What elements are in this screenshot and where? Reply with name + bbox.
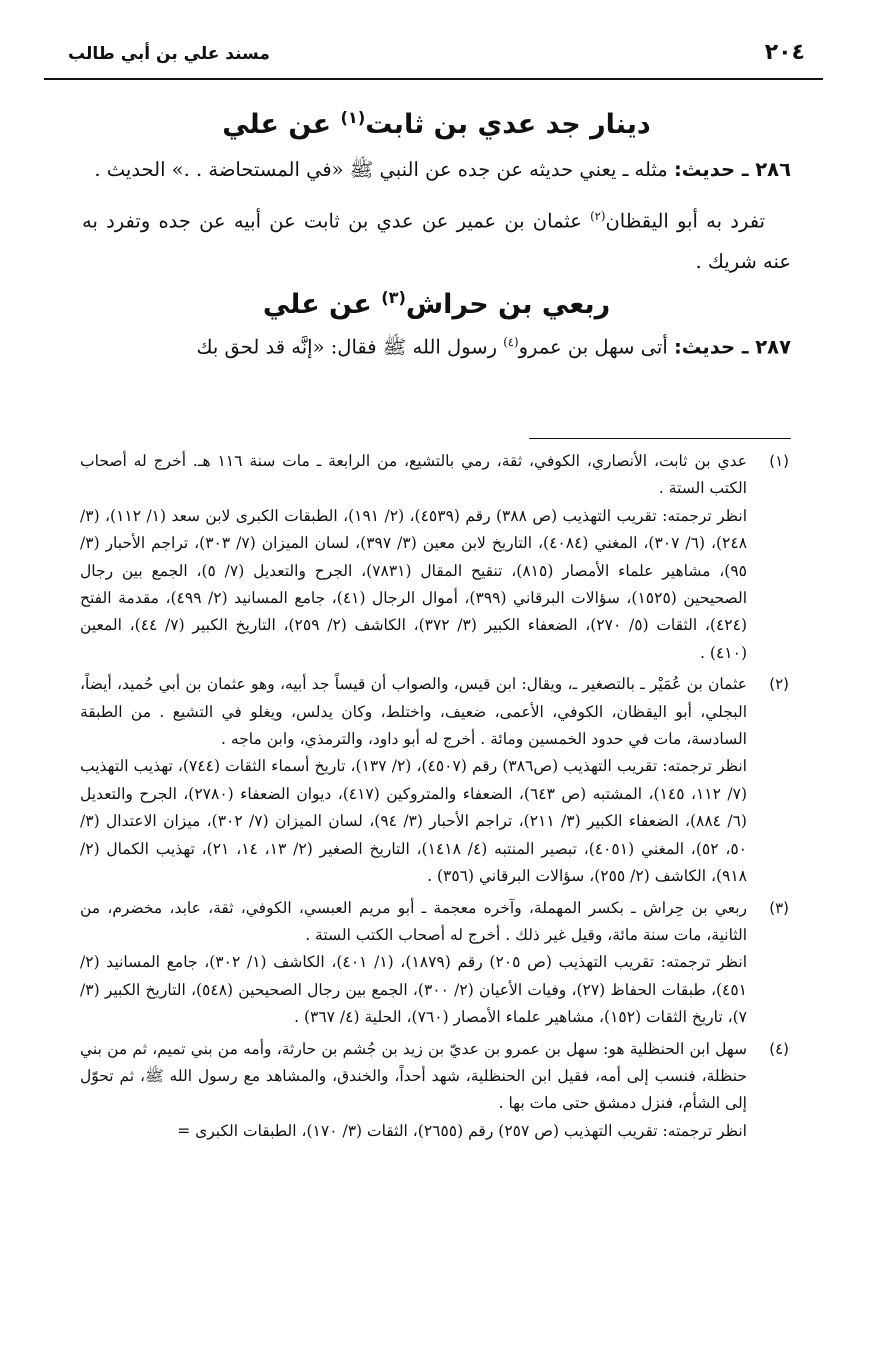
footnote-references: انظر ترجمته: تقريب التهذيب (ص ٢٥٧) رقم (٢٦٥٥)، الثقات (٣/ ١٧٠)، الطبقات الكبرى = bbox=[177, 1121, 747, 1140]
hadith-label: ٢٨٦ ـ حديث: bbox=[673, 158, 791, 181]
hadith-label: ٢٨٧ ـ حديث: bbox=[673, 335, 791, 358]
section-title-dinar: دينار جد عدي بن ثابت$^{(١)}$ عن علي bbox=[222, 108, 651, 140]
section-title-ribi: ربعي بن حراش$^{(٣)}$ عن علي bbox=[262, 287, 611, 320]
footnote-3 bbox=[80, 895, 789, 1032]
footnote-number: (٤) bbox=[769, 1039, 789, 1058]
footnote-ref[interactable]: (٤) bbox=[503, 334, 519, 349]
footnote-text: عدي بن ثابت، الأنصاري، الكوفي، ثقة، رمي بالتشيع، من الرابعة ـ مات سنة ١١٦ هـ. أخرج له أصحاب الكتب الستة . bbox=[80, 452, 747, 498]
footnote-references: انظر ترجمته: تقريب التهذيب (ص٣٨٦) رقم (٤٥٠٧)، (٢/ ١٣٧)، تاريخ أسماء الثقات (٧٤٤)، تهذيب التهذيب (٧/ ١١٢، ١٤٥)، المشتبه (ص ٦٤٣)، الضعفاء والمتروكين (٤١٧)، ديوان الضعفاء (٢٧٨٠)، الجرح والتعديل (٦/ ٨٨٤)، الضعفاء الكبير (٣/ ٢١١)، تراجم الأحبار (٣/ ٩٤)، لسان الميزان (٧/ ٣٠٢)، ميزان الاعتدال (٣/ ٥٠، ٥٢)، المغني (٤٠٥١)، تبصير المنتبه (٤/ ١٤١٨)، التاريخ الصغير (٢/ ١٣، ١٤، ٢١)، تهذيب الكمال (٢/ ٩١٨)، الكاشف (٢/ ٢٥٥)، سؤالات البرقاني (٣٥٦) . bbox=[80, 757, 747, 886]
footnote-number: (٣) bbox=[769, 898, 789, 917]
footnote-references: انظر ترجمته: تقريب التهذيب (ص ٢٠٥) رقم (١٨٧٩)، (١/ ٤٠١)، الكاشف (١/ ٣٠٢)، جامع المسانيد (٢/ ٤٥١)، طبقات الحفاظ (٢٧)، وفيات الأعيان (٢/ ٣٠٠)، الجمع بين رجال الصحيحين (٥٤٨)، التاريخ الكبير (٣/ ٧)، تاريخ الثقات (١٥٢)، مشاهير علماء الأمصار (٧٦٠)، الحلية (٤/ ٣٦٧) . bbox=[80, 953, 748, 1027]
hadith-286 bbox=[82, 150, 791, 190]
hadith-comment: تفرد به أبو اليقظان$^{(٢)}$ عثمان بن عمير عن عدي بن ثابت عن أبيه عن جده وتفرد به عنه شريك . bbox=[82, 209, 791, 273]
footnote-1 bbox=[80, 448, 789, 667]
page-number: ٢٠٤ bbox=[764, 40, 805, 65]
footnote-ref[interactable]: (٢) bbox=[590, 209, 606, 223]
footnote-text: ربعي بن حِراش ـ بكسر المهملة، وآخره معجمة ـ أبو مريم العبسي، الكوفي، ثقة، عابد، مخضرم، من الثانية، مات سنة مائة، وقيل غير ذلك . أخرج له أصحاب الكتب الستة . bbox=[80, 898, 747, 944]
footnote-2 bbox=[80, 671, 789, 890]
footnote-4 bbox=[80, 1036, 789, 1146]
footnote-number: (٢) bbox=[769, 675, 789, 694]
footnote-ref[interactable]: (٣) bbox=[381, 287, 406, 307]
footnotes bbox=[80, 448, 789, 1145]
footnote-separator bbox=[529, 438, 791, 439]
main-text bbox=[82, 108, 791, 367]
footnote-references: انظر ترجمته: تقريب التهذيب (ص ٣٨٨) رقم (٤٥٣٩)، (٢/ ١٩١)، الطبقات الكبرى لابن سعد (١/ ١١٢)، (٣/ ٢٤٨)، (٦/ ٣٠٧)، المغني (٤٠٨٤)، التاريخ لابن معين (٣/ ٣٩٧)، لسان الميزان (٧/ ٣٠٣)، تراجم الأحبار (٣/ ٩٥)، مشاهير علماء الأمصار (٨١٥)، تنقيح المقال (٧٨٣١)، الجرح والتعديل (٧/ ٥)، الجمع بين رجال الصحيحين (١٥٢٥)، سؤالات البرقاني (٣٩٩)، أموال الرجال (٤١)، جامع المسانيد (٢/ ٤٩٩)، مقدمة الفتح (٤٢٤)، الثقات (٥/ ٢٧٠)، الضعفاء الكبير (٣/ ٣٧٢)، الكاشف (٢/ ٢٥٩)، التاريخ الكبير (٧/ ٤٤)، المعين (٤١٠) . bbox=[80, 506, 748, 662]
running-header bbox=[44, 38, 823, 80]
footnote-ref[interactable]: (١) bbox=[340, 108, 366, 127]
footnote-text: سهل ابن الحنظلية هو: سهل بن عمرو بن عديّ بن زيد بن جُشم بن حارثة، وأمه من بني تميم، ثم من بني حنظلة، فنسب إلى أمه، فقيل ابن الحنظلية، شهد أحداً، والخندق، والمشاهد مع رسول الله ﷺ، ثم تحوّل إلى الشأم، فنزل دمشق حتى مات بها . bbox=[80, 1039, 747, 1113]
hadith-text: مثله ـ يعني حديثه عن جده عن النبي ﷺ «في المستحاضة . .» الحديث . bbox=[94, 158, 674, 181]
hadith-287: ٢٨٧ ـ حديث: أتى سهل بن عمرو$^{(٤)}$ رسول الله ﷺ فقال: «إنَّه قد لحق بك bbox=[196, 334, 791, 358]
footnote-text: عثمان بن عُمَيْر ـ بالتصغير ـ، ويقال: ابن قيس، والصواب أن قيساً جد أبيه، وهو عثمان بن أبي حُميد، أيضاً، البجلي، أبو اليقظان، الكوفي، الأعمى، ضعيف، واختلط، وكان يدلس، ويغلو في التشيع . من الطبقة السادسة، مات في حدود الخمسين ومائة . أخرج له أبو داود، والترمذي، وابن ماجه . bbox=[80, 675, 747, 749]
footnote-number: (١) bbox=[769, 452, 789, 470]
book-title: مسند علي بن أبي طالب bbox=[68, 44, 270, 64]
